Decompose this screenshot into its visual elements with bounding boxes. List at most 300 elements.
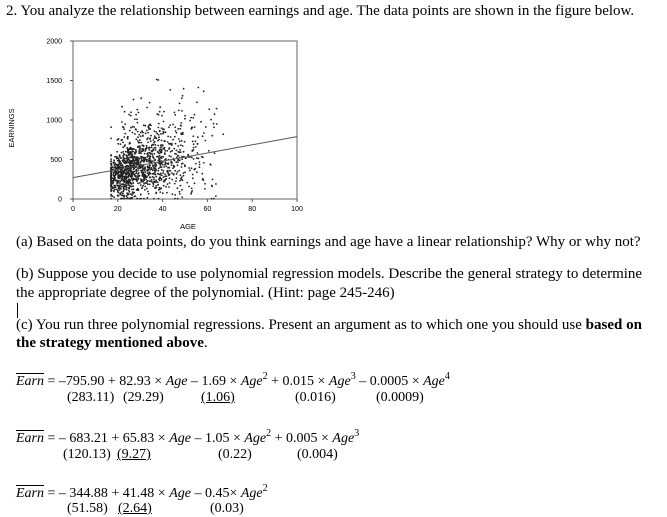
data-point (193, 143, 195, 145)
data-point (136, 169, 138, 171)
data-point (181, 122, 183, 124)
data-point (143, 178, 145, 180)
data-point (132, 173, 134, 175)
data-point (199, 164, 201, 166)
data-point (146, 147, 148, 149)
data-point (163, 185, 165, 187)
data-point (123, 195, 125, 197)
data-point (135, 179, 137, 181)
data-point (129, 163, 131, 165)
data-point (154, 135, 156, 137)
data-point (162, 192, 164, 194)
data-point (203, 162, 205, 164)
data-point (123, 189, 125, 191)
data-point (158, 168, 160, 170)
data-point (131, 193, 133, 195)
data-point (141, 150, 143, 152)
data-point (110, 175, 112, 177)
data-point (186, 182, 188, 184)
data-point (178, 170, 180, 172)
data-point (131, 147, 133, 149)
data-point (131, 197, 133, 199)
data-point (148, 152, 150, 154)
data-point (145, 179, 147, 181)
data-point (173, 148, 175, 150)
data-point (204, 183, 206, 185)
data-point (157, 170, 159, 172)
data-point (177, 128, 179, 130)
data-point (169, 170, 171, 172)
data-point (133, 160, 135, 162)
data-point (126, 155, 128, 157)
data-point (110, 172, 112, 174)
data-point (164, 147, 166, 149)
data-point (132, 126, 134, 128)
data-point (191, 167, 193, 169)
data-point (222, 133, 224, 135)
data-point (110, 138, 112, 140)
data-point (174, 112, 176, 114)
data-point (130, 165, 132, 167)
data-point (196, 101, 198, 103)
data-point (149, 155, 151, 157)
data-point (123, 170, 125, 172)
data-point (150, 135, 152, 137)
data-point (149, 183, 151, 185)
data-point (176, 177, 178, 179)
data-point (197, 152, 199, 154)
data-point (190, 193, 192, 195)
data-point (165, 162, 167, 164)
data-point (177, 198, 179, 200)
data-point (141, 187, 143, 189)
data-point (130, 182, 132, 184)
data-point (175, 161, 177, 163)
data-point (165, 178, 167, 180)
data-point (130, 127, 132, 129)
data-point (205, 126, 207, 128)
data-point (164, 173, 166, 175)
data-point (195, 140, 197, 142)
data-point (175, 180, 177, 182)
data-point (140, 156, 142, 158)
data-point (139, 198, 141, 200)
data-point (158, 189, 160, 191)
data-point (182, 145, 184, 147)
data-point (134, 118, 136, 120)
data-point (132, 171, 134, 173)
data-point (191, 157, 193, 159)
data-point (135, 195, 137, 197)
data-point (152, 148, 154, 150)
data-point (137, 131, 139, 133)
data-point (203, 132, 205, 134)
data-point (115, 174, 117, 176)
data-point (155, 179, 157, 181)
data-point (153, 168, 155, 170)
data-point (165, 166, 167, 168)
data-point (112, 166, 114, 168)
data-point (136, 118, 138, 120)
data-point (152, 176, 154, 178)
data-point (163, 176, 165, 178)
part-c-emphasis-1: based on (585, 317, 642, 333)
data-point (171, 179, 173, 181)
part-c-period: . (203, 335, 208, 351)
data-point (143, 124, 145, 126)
data-point (126, 187, 128, 189)
data-point (120, 188, 122, 190)
data-point (137, 140, 139, 142)
data-point (196, 157, 198, 159)
part-b-line1: (b) Suppose you decide to use polynomial regression models. Describe the general strategy to determine (16, 266, 643, 282)
data-point (193, 147, 195, 149)
data-point (159, 106, 161, 108)
data-point (110, 158, 112, 160)
data-point (136, 109, 138, 111)
data-point (161, 179, 163, 181)
data-point (199, 166, 201, 168)
data-point (168, 174, 170, 176)
eq1-se-4: (0.016) (295, 390, 336, 405)
data-point (158, 114, 160, 116)
data-point (159, 130, 161, 132)
data-point (137, 179, 139, 181)
data-point (113, 191, 115, 193)
data-point (155, 168, 157, 170)
data-point (120, 143, 122, 145)
data-point (122, 177, 124, 179)
data-point (148, 124, 150, 126)
data-point (183, 172, 185, 174)
data-point (177, 159, 179, 161)
data-point (123, 153, 125, 155)
data-point (197, 136, 199, 138)
equation-2-rhs: = – 683.21 + 65.83 × Age – 1.05 × Age$^2$ + 0.005 × Age$^3$ (44, 428, 360, 446)
data-point (139, 182, 141, 184)
data-point (125, 151, 127, 153)
data-point (181, 140, 183, 142)
data-point (165, 186, 167, 188)
data-point (142, 165, 144, 167)
data-point (192, 117, 194, 119)
data-point (133, 174, 135, 176)
data-point (136, 160, 138, 162)
data-point (145, 158, 147, 160)
data-point (119, 161, 121, 163)
eq2-se-1: (120.13) (63, 447, 111, 462)
data-point (147, 142, 149, 144)
data-point (176, 132, 178, 134)
data-point (157, 181, 159, 183)
data-point (127, 184, 129, 186)
data-point (123, 136, 125, 138)
data-point (132, 132, 134, 134)
data-point (129, 160, 131, 162)
data-point (191, 128, 193, 130)
data-point (142, 185, 144, 187)
data-point (129, 191, 131, 193)
data-point (167, 183, 169, 185)
data-point (141, 160, 143, 162)
data-point (155, 185, 157, 187)
data-point (179, 141, 181, 143)
data-point (189, 170, 191, 172)
data-point (174, 170, 176, 172)
data-point (141, 144, 143, 146)
data-point (179, 128, 181, 130)
data-point (163, 121, 165, 123)
data-point (210, 119, 212, 121)
data-point (146, 182, 148, 184)
data-point (180, 144, 182, 146)
data-point (142, 174, 144, 176)
y-tick-label: 2000 (46, 38, 62, 46)
data-point (124, 144, 126, 146)
data-point (179, 193, 181, 195)
data-point (195, 163, 197, 165)
part-c-emphasis-2: the strategy mentioned above (16, 335, 204, 351)
data-point (166, 175, 168, 177)
data-point (110, 181, 112, 183)
part-c-line2 (16, 335, 208, 352)
data-point (141, 170, 143, 172)
data-point (198, 158, 200, 160)
data-point (136, 171, 138, 173)
data-point (139, 147, 141, 149)
data-point (141, 148, 143, 150)
data-point (177, 151, 179, 153)
data-point (113, 159, 115, 161)
data-point (124, 111, 126, 113)
data-point (199, 161, 201, 163)
data-point (114, 156, 116, 158)
data-point (184, 171, 186, 173)
data-point (183, 175, 185, 177)
question-intro: 2. You analyze the relationship between earnings and age. The data points are shown in the figure below. (6, 3, 635, 19)
data-point (122, 142, 124, 144)
x-tick-label: 40 (158, 206, 167, 213)
data-point (149, 102, 151, 104)
data-point (118, 159, 120, 161)
data-point (144, 168, 146, 170)
data-point (162, 131, 164, 133)
data-point (131, 151, 133, 153)
data-point (156, 79, 158, 81)
data-point (181, 110, 183, 112)
data-point (143, 198, 145, 200)
data-point (163, 181, 165, 183)
data-point (148, 172, 150, 174)
data-point (126, 189, 128, 191)
data-point (110, 160, 112, 162)
data-point (174, 136, 176, 138)
data-point (128, 114, 130, 116)
data-point (174, 194, 176, 196)
data-point (118, 138, 120, 140)
data-point (148, 169, 150, 171)
data-point (158, 123, 160, 125)
data-point (158, 156, 160, 158)
data-point (197, 87, 199, 89)
data-point (161, 140, 163, 142)
data-point (159, 174, 161, 176)
data-point (162, 156, 164, 158)
data-point (184, 118, 186, 120)
data-point (204, 140, 206, 142)
data-point (213, 126, 215, 128)
data-point (208, 150, 210, 152)
data-point (126, 185, 128, 187)
data-point (149, 176, 151, 178)
data-point (146, 176, 148, 178)
data-point (188, 186, 190, 188)
data-point (155, 193, 157, 195)
data-point (147, 132, 149, 134)
data-point (140, 194, 142, 196)
data-point (138, 151, 140, 153)
eq3-se-1: (51.58) (67, 501, 108, 516)
data-point (203, 90, 205, 92)
data-point (166, 150, 168, 152)
data-point (125, 162, 127, 164)
data-point (149, 165, 151, 167)
data-point (193, 169, 195, 171)
data-point (119, 181, 121, 183)
data-point (121, 139, 123, 141)
data-point (153, 179, 155, 181)
data-point (174, 183, 176, 185)
data-point (158, 134, 160, 136)
data-point (213, 198, 215, 200)
data-point (155, 181, 157, 183)
data-point (144, 166, 146, 168)
data-point (143, 160, 145, 162)
data-point (155, 149, 157, 151)
data-point (149, 138, 151, 140)
data-point (120, 174, 122, 176)
data-point (140, 135, 142, 137)
data-point (151, 151, 153, 153)
data-point (130, 169, 132, 171)
eq1-se-1: (283.11) (67, 390, 115, 405)
data-point (211, 185, 213, 187)
eq1-se-3: (1.06) (201, 390, 235, 405)
data-point (115, 179, 117, 181)
data-point (138, 142, 140, 144)
data-point (148, 128, 150, 130)
data-point (122, 193, 124, 195)
data-point (201, 156, 203, 158)
data-point (144, 174, 146, 176)
data-point (138, 189, 140, 191)
data-point (182, 163, 184, 165)
data-point (137, 176, 139, 178)
data-point (180, 185, 182, 187)
data-point (171, 162, 173, 164)
equation-1-lhs: Earn (16, 374, 44, 389)
data-point (129, 193, 131, 195)
data-point (162, 133, 164, 135)
x-tick-label: 80 (248, 206, 257, 213)
data-point (152, 166, 154, 168)
data-point (191, 188, 193, 190)
data-point (165, 131, 167, 133)
data-point (128, 178, 130, 180)
data-point (132, 156, 134, 158)
data-point (161, 127, 163, 129)
data-point (124, 176, 126, 178)
data-point (215, 183, 217, 185)
data-point (161, 150, 163, 152)
data-point (164, 152, 166, 154)
data-point (171, 150, 173, 152)
data-point (171, 164, 173, 166)
data-point (166, 192, 168, 194)
data-point (153, 198, 155, 200)
data-point (117, 157, 119, 159)
equation-3 (16, 483, 268, 502)
data-point (188, 167, 190, 169)
data-point (159, 158, 161, 160)
data-point (180, 178, 182, 180)
data-point (141, 179, 143, 181)
data-point (128, 152, 130, 154)
data-point (120, 165, 122, 167)
data-point (148, 149, 150, 151)
data-point (143, 171, 145, 173)
data-point (174, 126, 176, 128)
data-point (124, 123, 126, 125)
data-point (152, 144, 154, 146)
data-point (128, 187, 130, 189)
data-point (174, 198, 176, 200)
data-point (144, 171, 146, 173)
data-point (116, 156, 118, 158)
data-point (124, 133, 126, 135)
data-point (147, 180, 149, 182)
data-point (121, 191, 123, 193)
data-point (176, 173, 178, 175)
data-point (163, 166, 165, 168)
data-point (179, 191, 181, 193)
data-point (123, 178, 125, 180)
y-tick-label: 1500 (46, 78, 62, 85)
eq1-se-5: (0.0009) (376, 390, 424, 405)
data-point (177, 145, 179, 147)
part-a-text: (a) Based on the data points, do you think earnings and age have a linear relationship? Why or why not? (16, 234, 641, 250)
data-point (194, 182, 196, 184)
data-point (176, 150, 178, 152)
data-point (151, 179, 153, 181)
data-point (144, 189, 146, 191)
data-point (147, 172, 149, 174)
data-point (137, 163, 139, 165)
data-point (158, 139, 160, 141)
data-point (117, 185, 119, 187)
data-point (135, 129, 137, 131)
data-point (144, 186, 146, 188)
x-axis-label: AGE (180, 222, 196, 231)
data-point (141, 130, 143, 132)
data-point (202, 178, 204, 180)
data-point (142, 181, 144, 183)
data-point (129, 130, 131, 132)
data-point (110, 155, 112, 157)
data-point (169, 182, 171, 184)
data-point (110, 189, 112, 191)
x-tick-label: 60 (203, 206, 212, 213)
